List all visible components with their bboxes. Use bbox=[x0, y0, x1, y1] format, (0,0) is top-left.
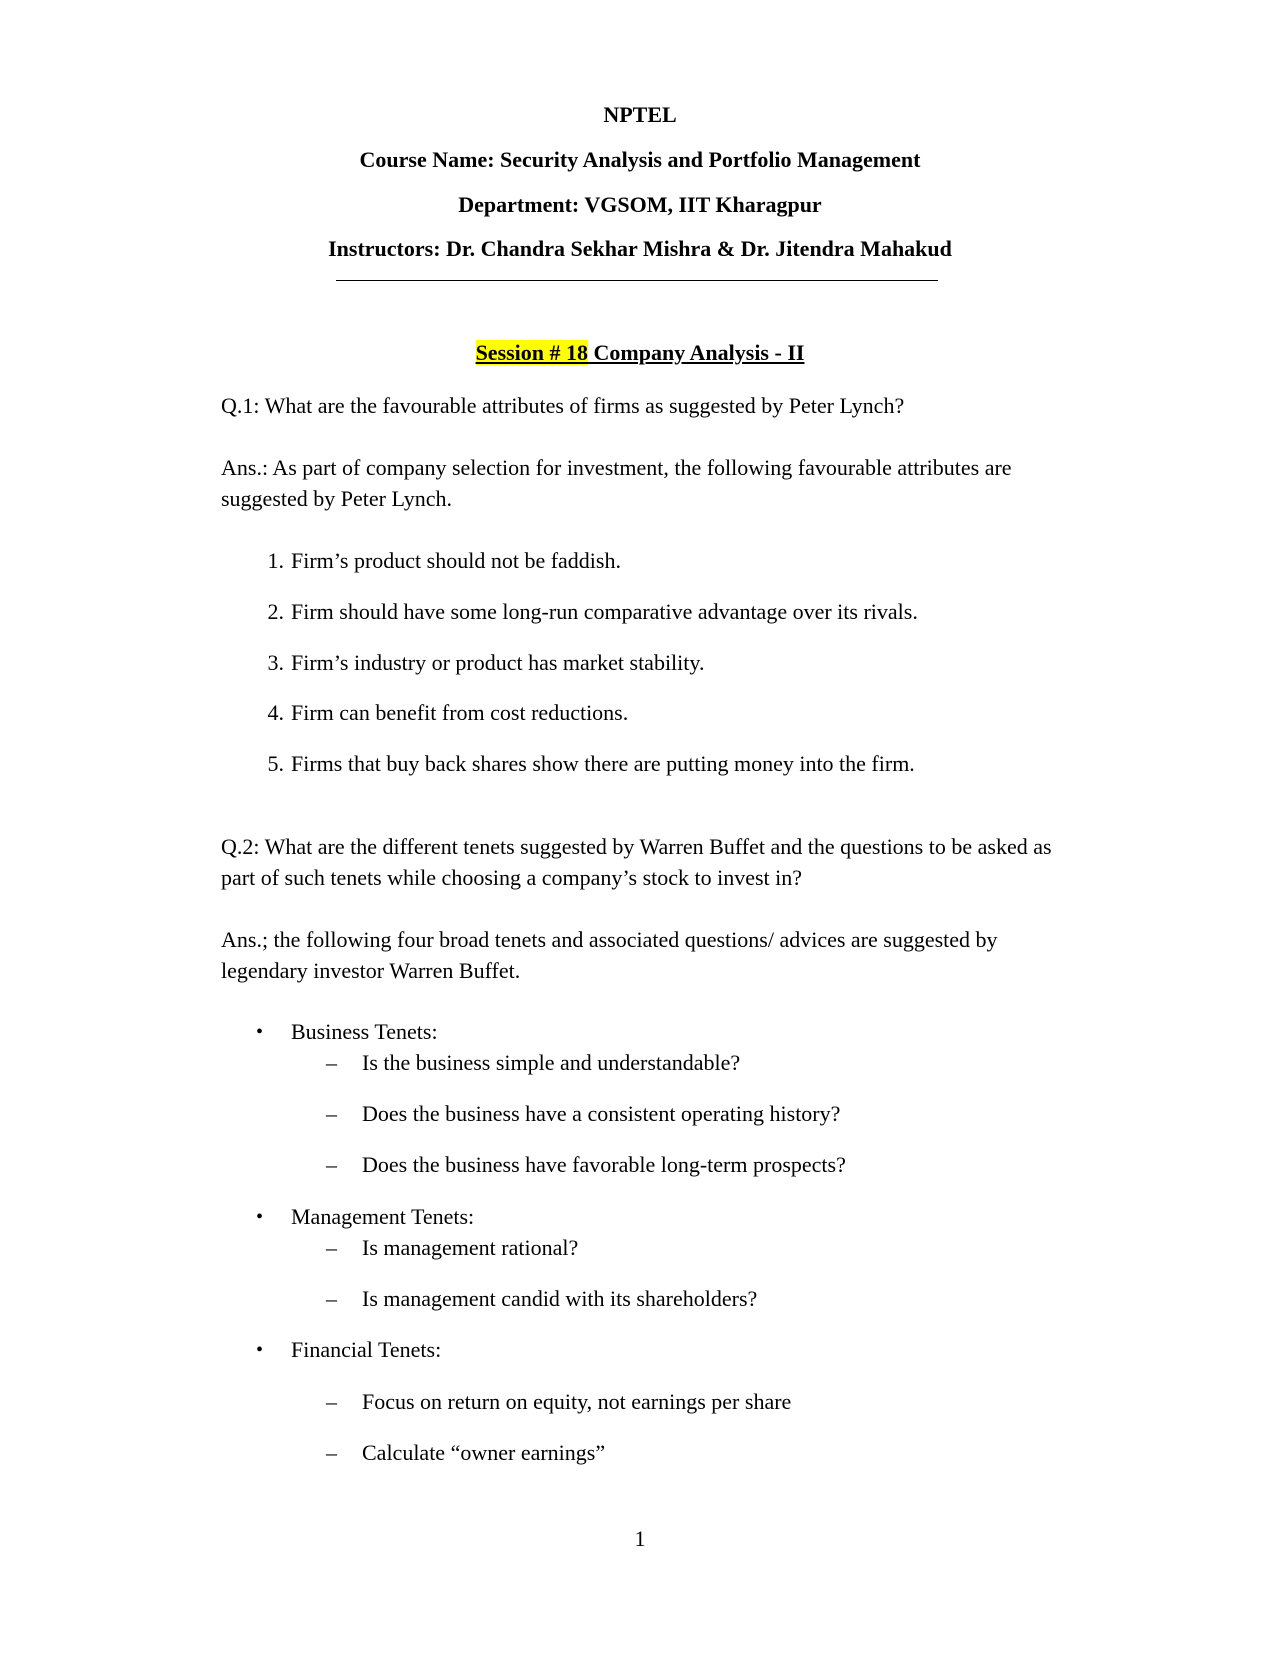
header-org: NPTEL bbox=[603, 102, 677, 127]
session-heading bbox=[0, 338, 1280, 368]
dash-icon: – bbox=[326, 1440, 337, 1465]
dash-icon: – bbox=[326, 1235, 337, 1260]
dash-icon: – bbox=[326, 1152, 337, 1177]
page-number: 1 bbox=[634, 1526, 646, 1551]
dash-icon: – bbox=[326, 1389, 337, 1414]
tenet-group-label: Management Tenets: bbox=[291, 1204, 475, 1229]
bullet-icon: • bbox=[256, 1339, 264, 1361]
session-title: Company Analysis - II bbox=[588, 340, 805, 365]
q2-question: Q.2: What are the different tenets suggested by Warren Buffet and the questions to be asked as part of such tenets while choosing a company’s stock to invest in? bbox=[221, 834, 1052, 890]
tenet-question: Does the business have a consistent operating history? bbox=[362, 1101, 841, 1126]
tenet-question: Is management rational? bbox=[362, 1235, 579, 1260]
list-item-number: 1. bbox=[267, 548, 284, 573]
list-item: Firm’s product should not be faddish. bbox=[291, 548, 621, 573]
q2-answer: Ans.; the following four broad tenets and associated questions/ advices are suggested by legendary investor Warren Buffet. bbox=[221, 927, 998, 983]
tenet-group-label: Business Tenets: bbox=[291, 1019, 438, 1044]
list-item-number: 4. bbox=[267, 700, 284, 725]
tenet-question: Is management candid with its shareholders? bbox=[362, 1286, 758, 1311]
header-department: Department: VGSOM, IIT Kharagpur bbox=[458, 192, 822, 217]
list-item-number: 3. bbox=[267, 650, 284, 675]
header-instructors: Instructors: Dr. Chandra Sekhar Mishra & Dr. Jitendra Mahakud bbox=[328, 236, 952, 261]
list-item-number: 5. bbox=[267, 751, 284, 776]
tenet-group-label: Financial Tenets: bbox=[291, 1337, 442, 1362]
tenet-question: Is the business simple and understandable? bbox=[362, 1050, 741, 1075]
list-item: Firm should have some long-run comparative advantage over its rivals. bbox=[291, 599, 918, 624]
bullet-icon: • bbox=[256, 1021, 264, 1043]
q1-answer: Ans.: As part of company selection for investment, the following favourable attributes are suggested by Peter Lynch. bbox=[221, 455, 1012, 511]
dash-icon: – bbox=[326, 1286, 337, 1311]
dash-icon: – bbox=[326, 1050, 337, 1075]
tenet-question: Does the business have favorable long-term prospects? bbox=[362, 1152, 846, 1177]
tenet-question: Calculate “owner earnings” bbox=[362, 1440, 606, 1465]
bullet-icon: • bbox=[256, 1206, 264, 1228]
list-item: Firm can benefit from cost reductions. bbox=[291, 700, 629, 725]
q1-question: Q.1: What are the favourable attributes of firms as suggested by Peter Lynch? bbox=[221, 393, 905, 418]
list-item-number: 2. bbox=[267, 599, 284, 624]
dash-icon: – bbox=[326, 1101, 337, 1126]
session-number-highlight: Session # 18 bbox=[475, 340, 589, 365]
header-divider bbox=[336, 280, 938, 281]
list-item: Firms that buy back shares show there are putting money into the firm. bbox=[291, 751, 915, 776]
header-course: Course Name: Security Analysis and Portfolio Management bbox=[359, 147, 921, 172]
list-item: Firm’s industry or product has market stability. bbox=[291, 650, 705, 675]
tenet-question: Focus on return on equity, not earnings per share bbox=[362, 1389, 792, 1414]
